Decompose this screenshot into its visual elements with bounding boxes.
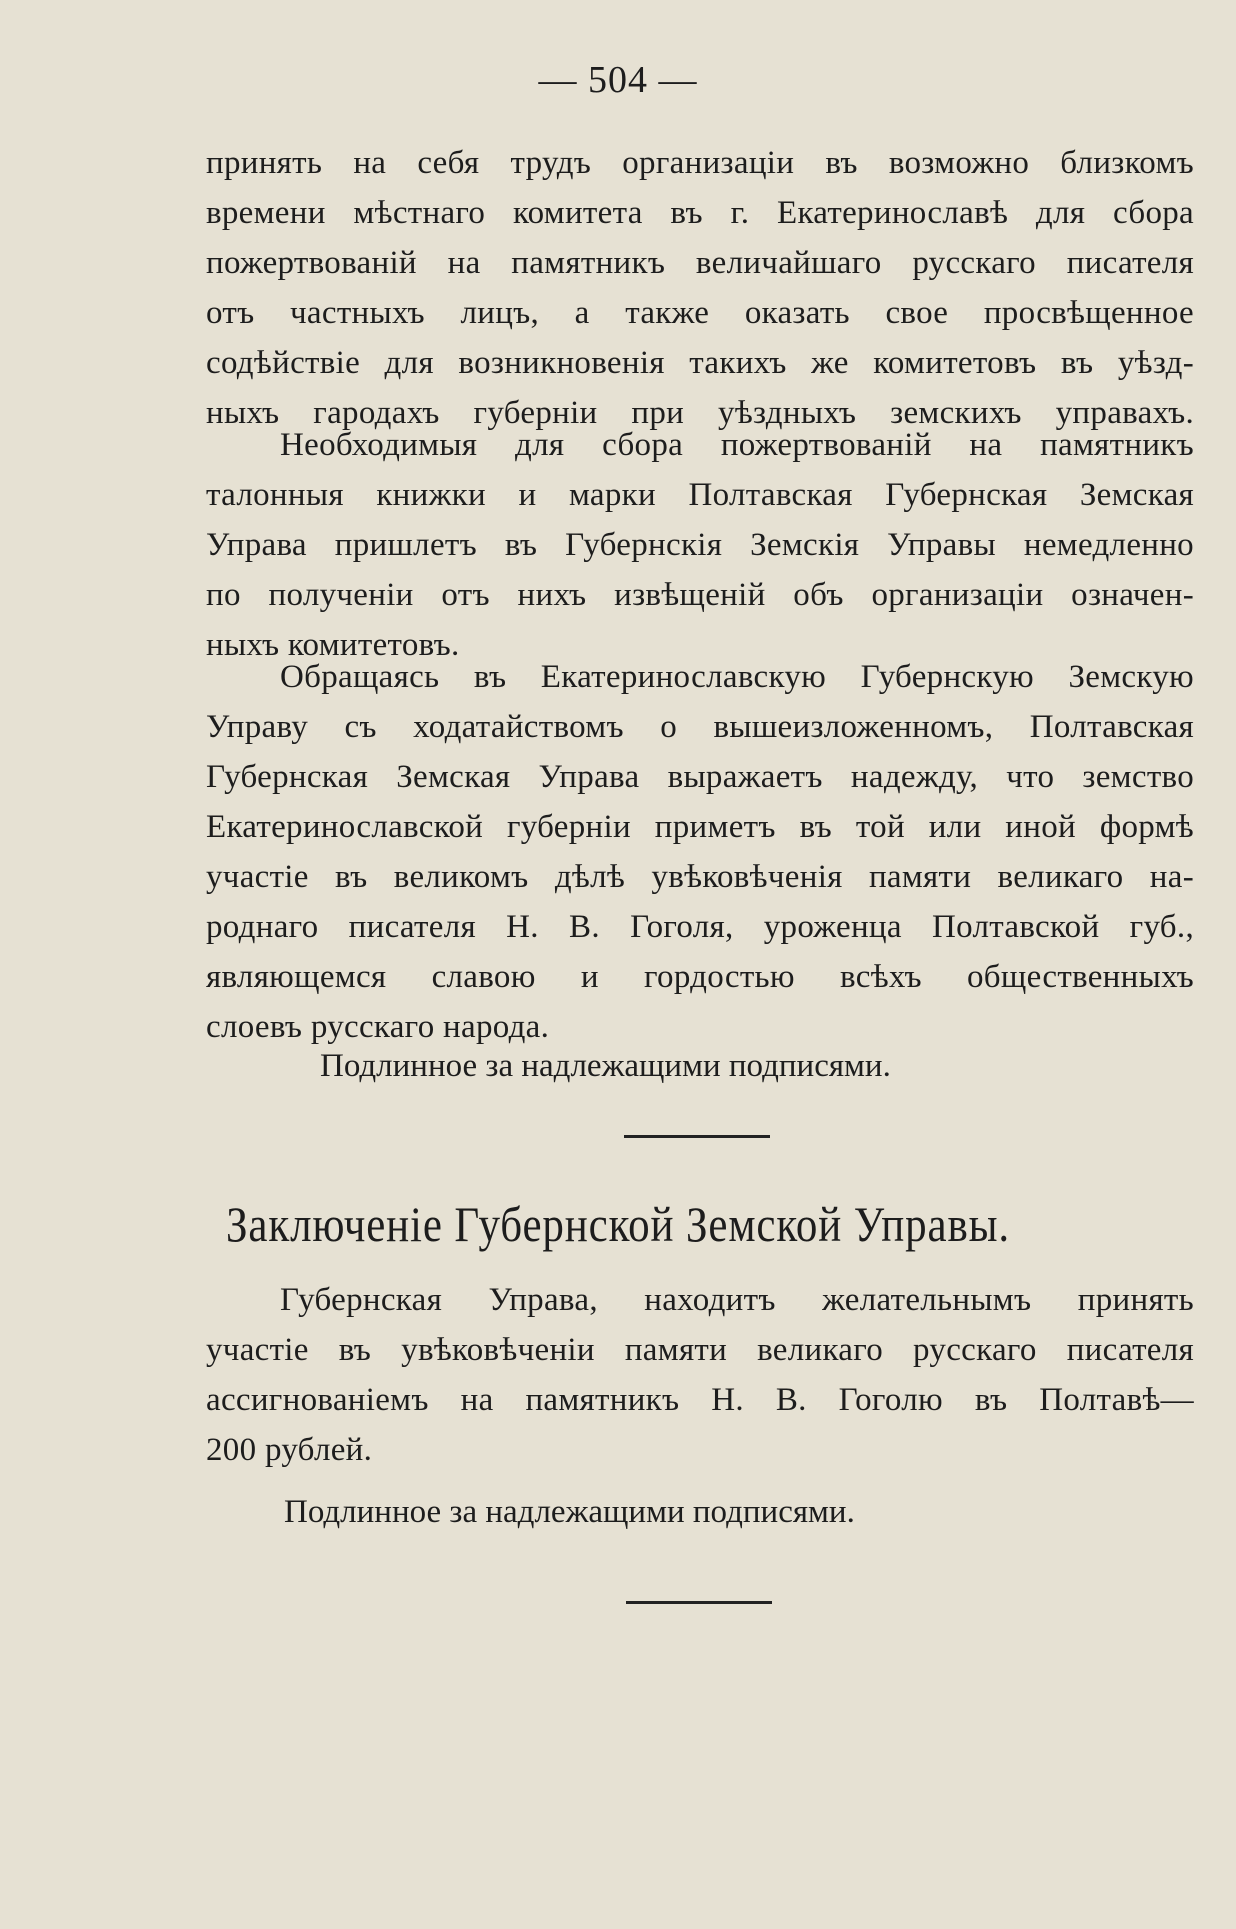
text-line: по полученіи отъ нихъ извѣщеній объ организаціи означен-: [206, 577, 1194, 613]
text-line: слоевъ русскаго народа.: [206, 1009, 550, 1045]
text-line: участіе въ великомъ дѣлѣ увѣковѣченія памяти великаго на-: [206, 859, 1194, 895]
text-line: роднаго писателя Н. В. Гоголя, уроженца Полтавской губ.,: [206, 909, 1194, 945]
paragraph-4: [206, 1275, 1194, 1475]
text-line: Екатеринославской губерніи приметъ въ той или иной формѣ: [206, 809, 1194, 845]
text-line: ассигнованіемъ на памятникъ Н. В. Гоголю въ Полтавѣ—: [206, 1382, 1194, 1418]
text-line: участіе въ увѣковѣченіи памяти великаго русскаго писателя: [206, 1332, 1194, 1368]
section-heading: Заключеніе Губернской Земской Управы.: [225, 1196, 1010, 1252]
text-line: 200 рублей.: [206, 1432, 373, 1468]
text-line: ныхъ гародахъ губерніи при уѣздныхъ земскихъ управахъ.: [206, 395, 1194, 431]
text-line: ныхъ комитетовъ.: [206, 627, 460, 663]
text-line: Управу съ ходатайствомъ о вышеизложенномъ, Полтавская: [206, 709, 1194, 745]
paragraph-3: [206, 652, 1194, 1052]
end-divider: [626, 1601, 772, 1604]
text-line: пожертвованій на памятникъ величайшаго русскаго писателя: [206, 245, 1194, 281]
text-line: Губернская Земская Управа выражаетъ надежду, что земство: [206, 759, 1194, 795]
text-line: содѣйствіе для возникновенія такихъ же комитетовъ въ уѣзд-: [206, 345, 1194, 381]
text-line: Губернская Управа, находитъ желательнымъ принять: [280, 1282, 1194, 1318]
signature-note-2: Подлинное за надлежащими подписями.: [284, 1494, 855, 1530]
text-line: времени мѣстнаго комитета въ г. Екатеринославѣ для сбора: [206, 195, 1194, 231]
paragraph-1: [206, 138, 1194, 438]
signature-note-1: Подлинное за надлежащими подписями.: [320, 1048, 891, 1084]
text-line: талонныя книжки и марки Полтавская Губернская Земская: [206, 477, 1194, 513]
text-line: принять на себя трудъ организаціи въ возможно близкомъ: [206, 145, 1194, 181]
text-line: Обращаясь въ Екатеринославскую Губернскую Земскую: [280, 659, 1194, 695]
paragraph-2: [206, 420, 1194, 670]
text-line: отъ частныхъ лицъ, а также оказать свое просвѣщенное: [206, 295, 1194, 331]
text-line: Управа пришлетъ въ Губернскія Земскія Управы немедленно: [206, 527, 1194, 563]
section-divider: [624, 1135, 770, 1138]
text-line: являющемся славою и гордостью всѣхъ общественныхъ: [206, 959, 1194, 995]
page-number: — 504 —: [538, 59, 698, 101]
text-line: Необходимыя для сбора пожертвованій на памятникъ: [280, 427, 1194, 463]
